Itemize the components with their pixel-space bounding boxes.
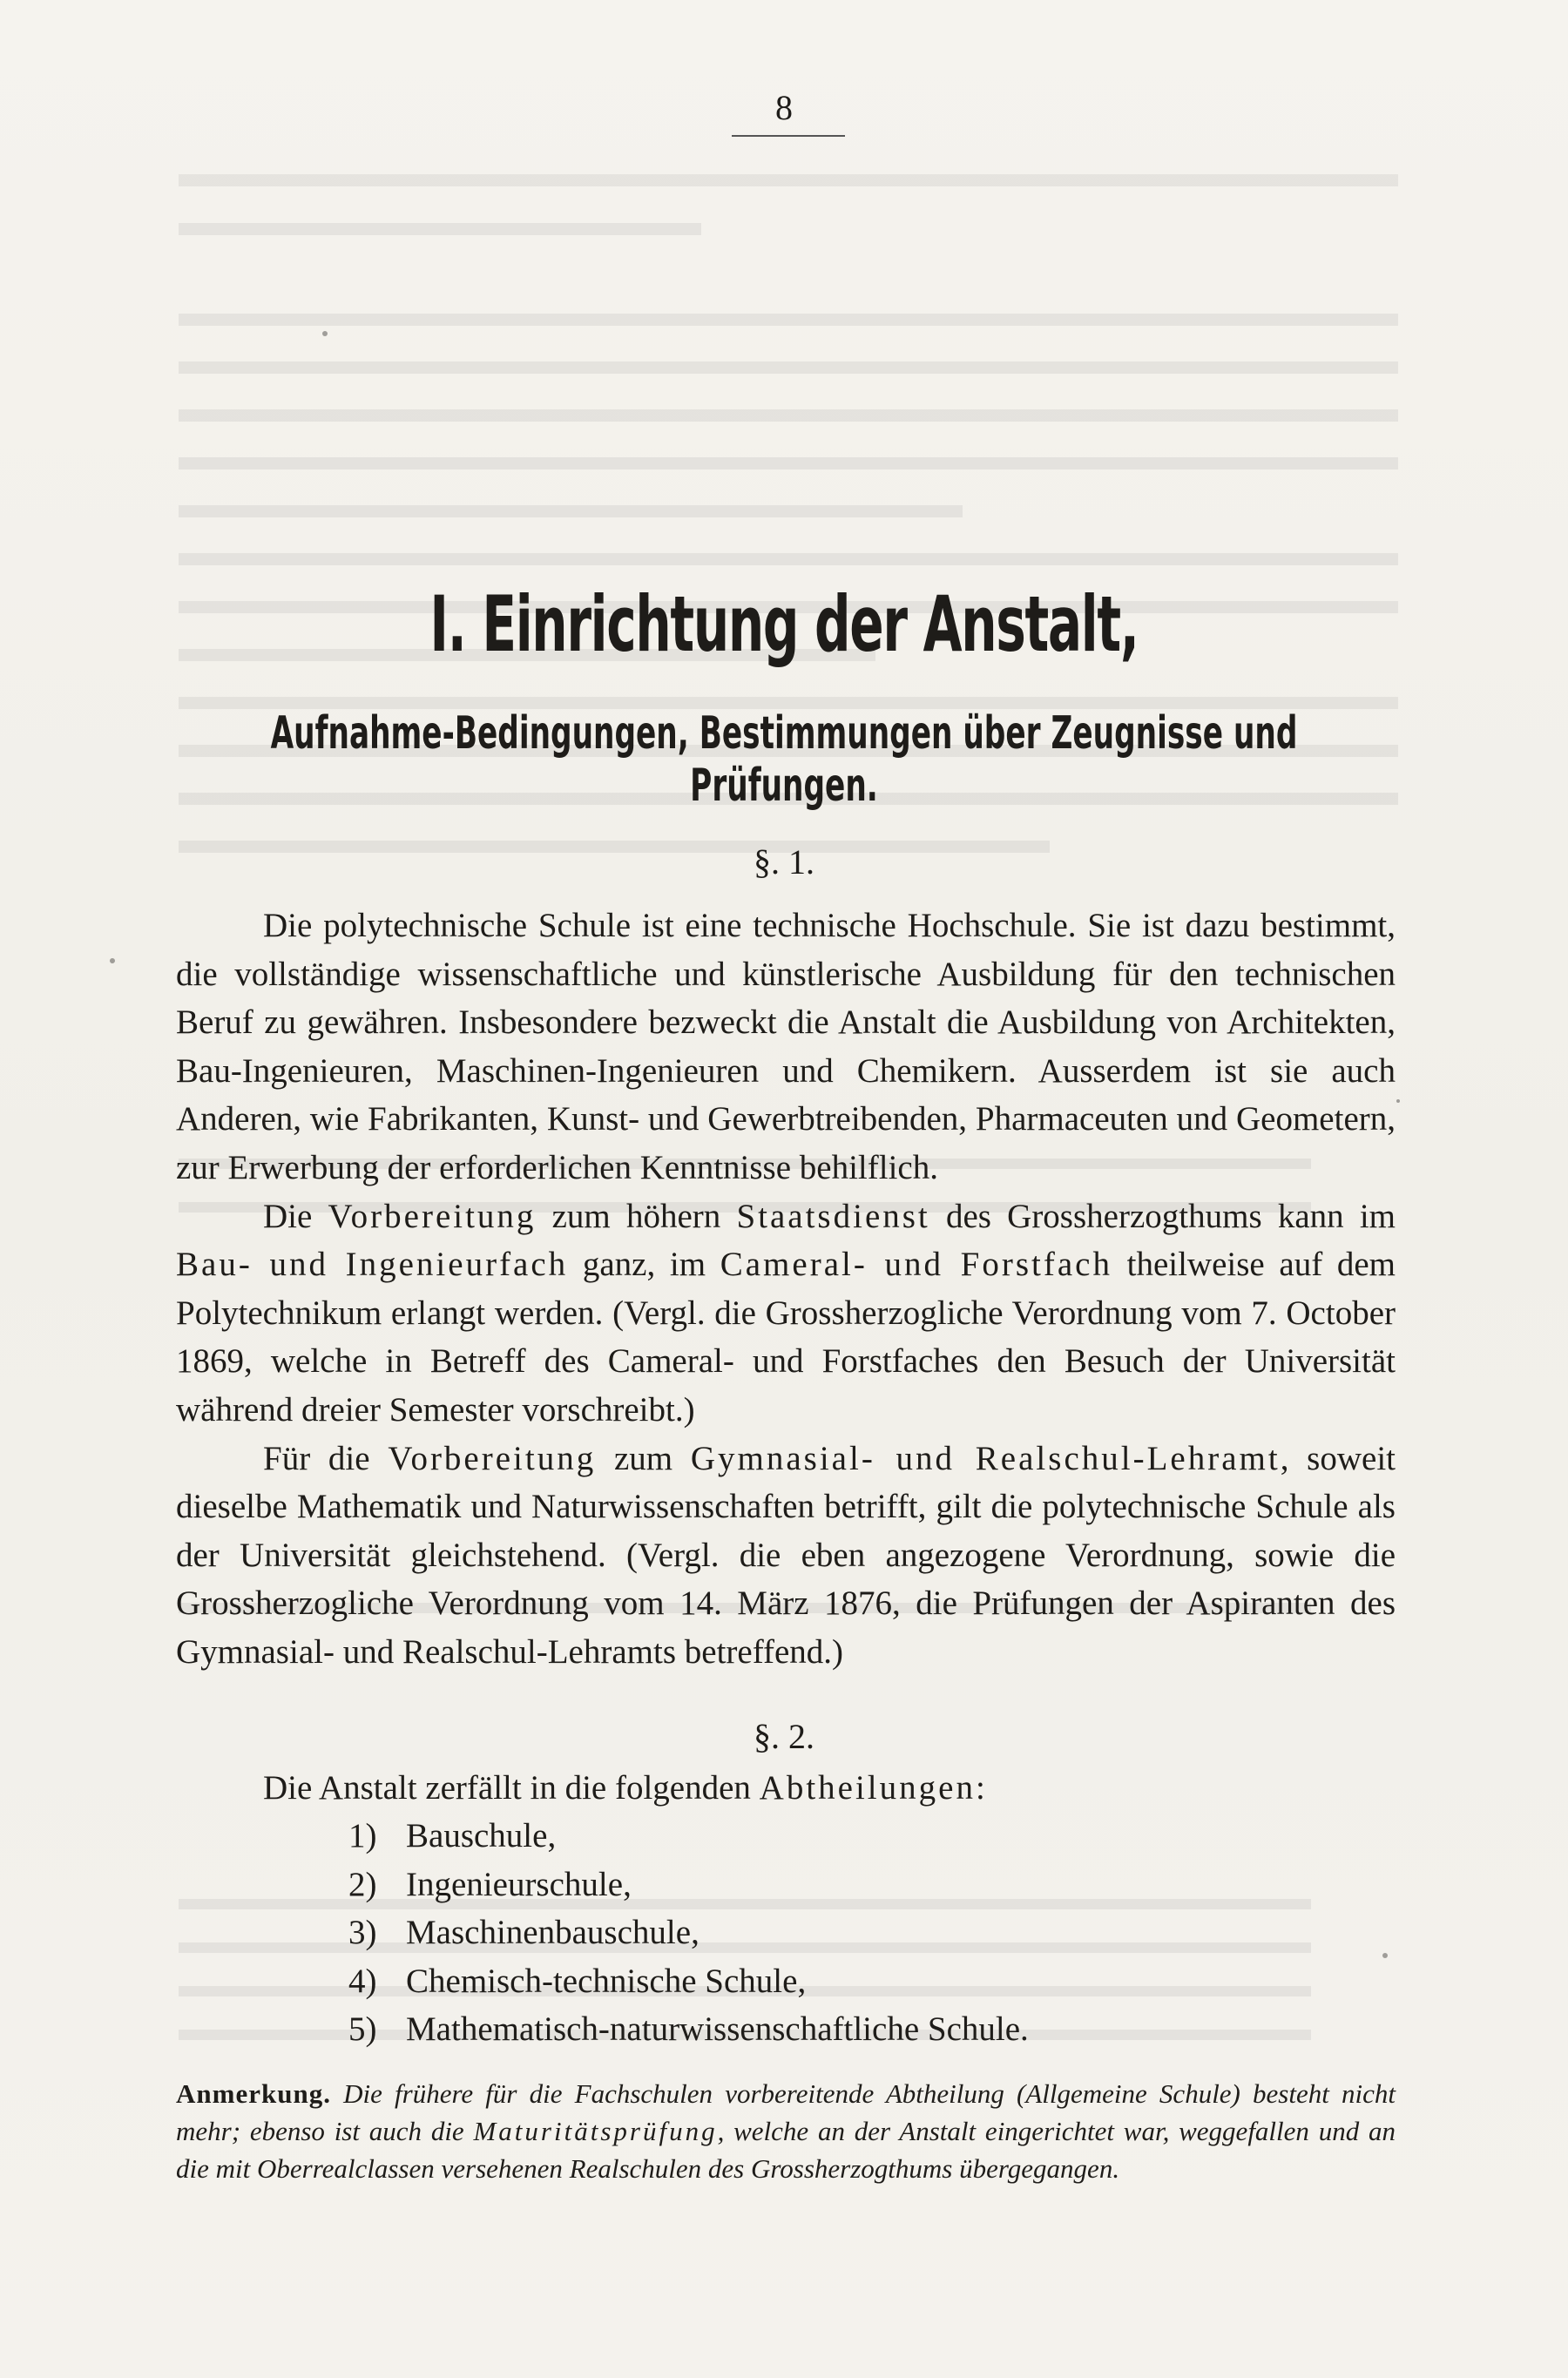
- section-1-body: [176, 902, 1396, 1677]
- text-run: ganz, im: [568, 1246, 720, 1284]
- division-list: [348, 1812, 1029, 2054]
- chapter-title: I. Einrichtung der Anstalt,: [429, 579, 1139, 669]
- list-label: Bauschule,: [406, 1817, 557, 1854]
- text-run: Für die: [263, 1439, 389, 1477]
- list-number: 4): [348, 1962, 377, 2000]
- spaced-term: Cameral- und Forstfach: [720, 1246, 1112, 1284]
- spaced-term: Abtheilungen: [759, 1769, 976, 1807]
- list-item: [348, 1812, 1029, 1861]
- list-number: 2): [348, 1865, 377, 1903]
- text-run: :: [975, 1769, 985, 1807]
- section-1-mark: §. 1.: [754, 842, 814, 882]
- note-text: , welche an der Anstalt eingerichtet war, weggefallen und an die mit Oberrealclassen versehenen Realschulen des Grossherzogthums übergegangen.: [176, 2116, 1396, 2184]
- list-label: Maschinenbauschule,: [406, 1914, 700, 1952]
- paragraph-state-service: [176, 1192, 1396, 1435]
- list-number: 3): [348, 1914, 377, 1952]
- list-number: 5): [348, 2010, 377, 2049]
- note-text: Die frühere für die Fachschulen vorbereitende Abtheilung (Allgemeine Schule) besteht nicht mehr; ebenso ist auch die: [176, 2078, 1396, 2146]
- list-item: [348, 1861, 1029, 1909]
- text-run: theilweise auf dem Polytechnikum erlangt werden. (Vergl. die Grossherzogliche Verordnung vom 7. October 1869, welche in Betreff des Cameral- und Forstfaches den Besuch der Universität während dreier Semester vorschreibt.): [176, 1246, 1396, 1429]
- list-label: Mathematisch-naturwissenschaftliche Schule.: [406, 2010, 1029, 2049]
- text-run: zum: [596, 1439, 691, 1477]
- list-label: Chemisch-technische Schule,: [406, 1962, 807, 2000]
- text-run: des Grossherzogthums kann im: [929, 1197, 1396, 1235]
- list-label: Ingenieurschule,: [406, 1865, 632, 1903]
- spaced-term: Vorbereitung: [388, 1439, 597, 1477]
- text-run: zum höhern: [536, 1197, 737, 1235]
- text-run: , soweit dieselbe Mathematik und Naturwissenschaften betrifft, gilt die polytechnische Schule als der Universität gleichstehend. (Vergl. die eben angezogene Verordnung, sowie die Grossherzogliche Verordnung vom 14. März 1876, die Prüfungen der Aspiranten des Gymnasial- und Realschul-Lehramts betreffend.): [176, 1439, 1396, 1671]
- print-speck: [1396, 1099, 1400, 1103]
- spaced-term: Staatsdienst: [736, 1197, 930, 1235]
- division-intro: [263, 1768, 985, 1807]
- list-item: [348, 2005, 1029, 2054]
- text-run: Die Anstalt zerfällt in die folgenden: [263, 1769, 760, 1807]
- note-label: Anmerkung.: [176, 2078, 331, 2109]
- spaced-term: Maturitätsprüfung: [473, 2116, 718, 2146]
- section-2-mark: §. 2.: [754, 1717, 814, 1756]
- page-number-rule: [732, 135, 845, 137]
- list-item: [348, 1908, 1029, 1957]
- list-number: 1): [348, 1817, 377, 1854]
- spaced-term: Gymnasial- und Realschul-Lehramt: [690, 1439, 1281, 1477]
- chapter-subtitle: Aufnahme-Bedingungen, Bestimmungen über Zeugnisse und Prüfungen.: [270, 707, 1298, 812]
- print-speck: [1382, 1953, 1388, 1958]
- spaced-term: Vorbereitung: [328, 1197, 537, 1235]
- spaced-term: Bau- und Ingenieurfach: [176, 1246, 569, 1284]
- page-number: 8: [775, 88, 793, 127]
- print-speck: [322, 331, 328, 336]
- paragraph-purpose: Die polytechnische Schule ist eine technische Hochschule. Sie ist dazu bestimmt, die vollständige wissenschaftliche und künstlerische Ausbildung für den technischen Beruf zu gewähren. Insbesondere bezweckt die Anstalt die Ausbildung von Architekten, Bau-Ingenieuren, Maschinen-Ingenieuren und Chemikern. Ausserdem ist sie auch Anderen, wie Fabrikanten, Kunst- und Gewerbtreibenden, Pharmaceuten und Geometern, zur Erwerbung der erforderlichen Kenntnisse behilflich.: [176, 907, 1396, 1186]
- list-item: [348, 1957, 1029, 2006]
- text-run: Die: [263, 1197, 328, 1235]
- footnote-annotation: [176, 2075, 1396, 2187]
- print-speck: [110, 958, 115, 963]
- paragraph-teaching: [176, 1435, 1396, 1677]
